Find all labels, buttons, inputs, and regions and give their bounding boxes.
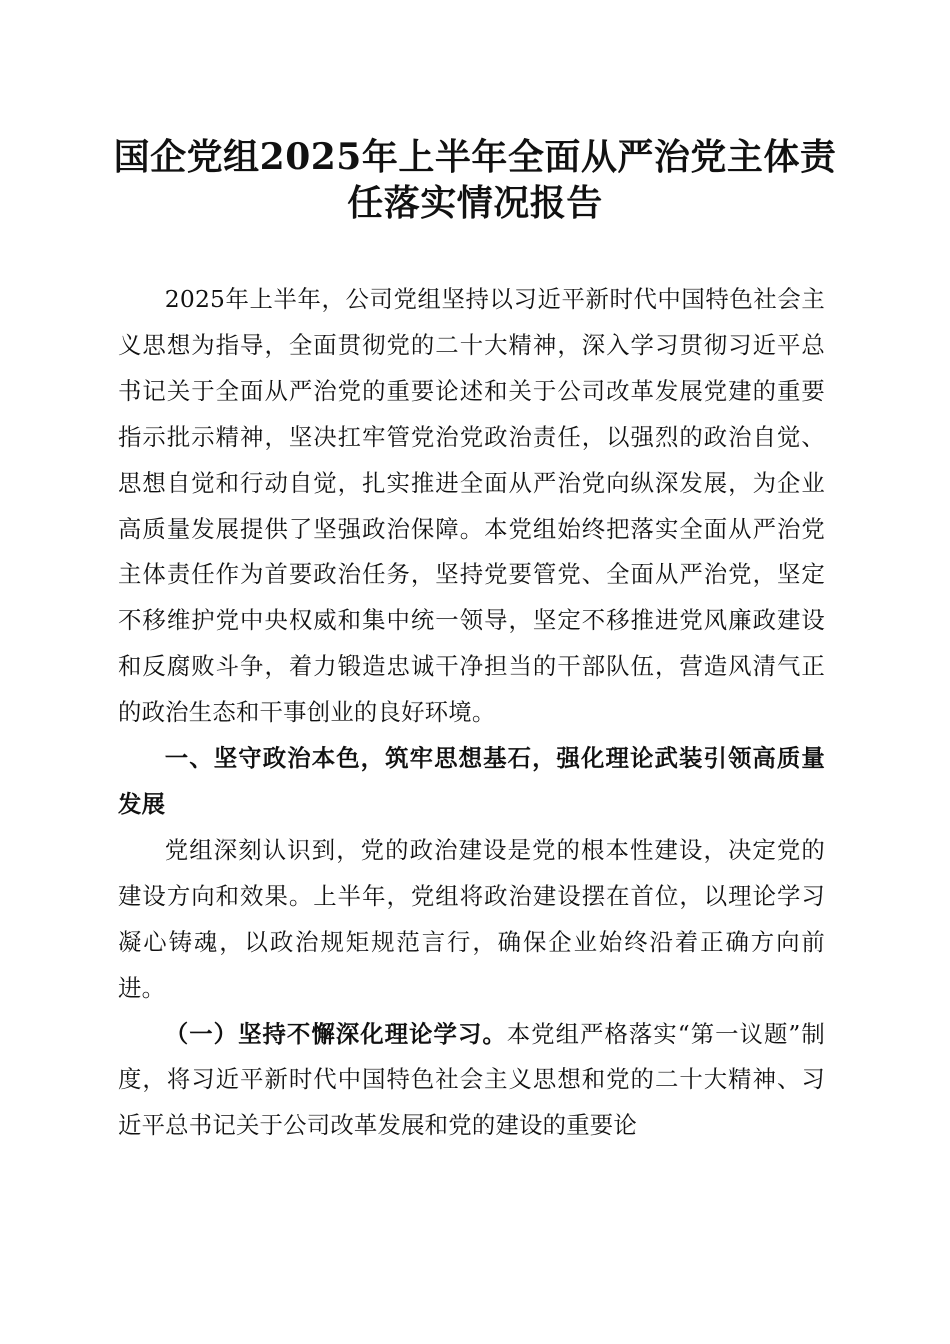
- title-line-1: 国企党组2025年上半年全面从严治党主体责: [113, 136, 837, 178]
- document-title: [100, 134, 850, 226]
- item-1-lead: （一）坚持不懈深化理论学习。: [164, 1019, 507, 1048]
- item-1-paragraph: [118, 1012, 825, 1150]
- section-1-paragraph: 党组深刻认识到，党的政治建设是党的根本性建设，决定党的建设方向和效果。上半年，党组将政治建设摆在首位，以理论学习凝心铸魂，以政治规矩规范言行，确保企业始终沿着正确方向前进。: [118, 835, 825, 1002]
- title-line-2: 任落实情况报告: [347, 182, 603, 224]
- item-1-text: 本党组严格落实“第一议题”制度，将习近平新时代中国特色社会主义思想和党的二十大精神、习近平总书记关于公司改革发展和党的建设的重要论: [118, 1019, 825, 1140]
- intro-paragraph: 2025年上半年，公司党组坚持以习近平新时代中国特色社会主义思想为指导，全面贯彻党的二十大精神，深入学习贯彻习近平总书记关于全面从严治党的重要论述和关于公司改革发展党建的重要指示批示精神，坚决扛牢管党治党政治责任，以强烈的政治自觉、思想自觉和行动自觉，扎实推进全面从严治党向纵深发展，为企业高质量发展提供了坚强政治保障。本党组始终把落实全面从严治党主体责任作为首要政治任务，坚持党要管党、全面从严治党，坚定不移维护党中央权威和集中统一领导，坚定不移推进党风廉政建设和反腐败斗争，着力锻造忠诚干净担当的干部队伍，营造风清气正的政治生态和干事创业的良好环境。: [118, 285, 825, 727]
- document-body: [118, 277, 825, 1149]
- section-1-heading: 一、坚守政治本色，筑牢思想基石，强化理论武装引领高质量发展: [118, 744, 825, 818]
